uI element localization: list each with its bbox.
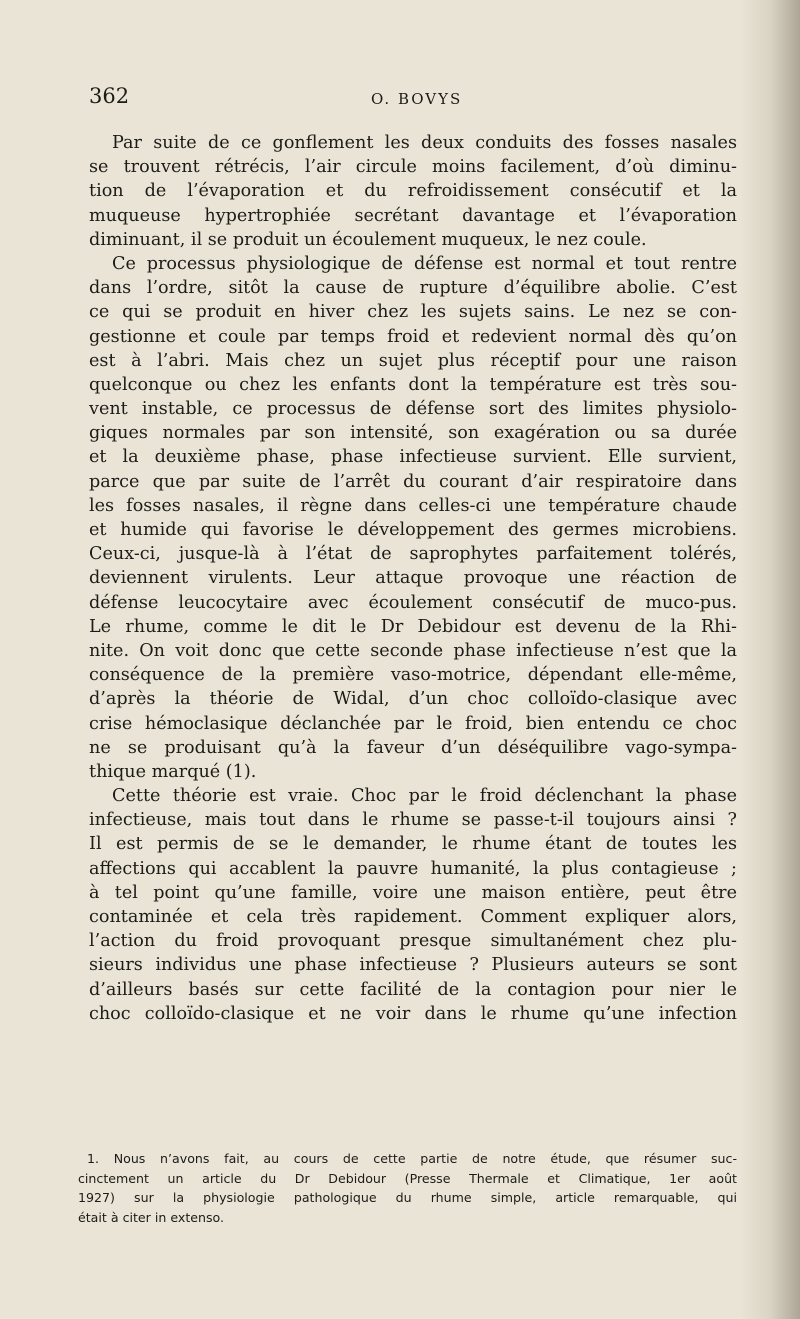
text-line: ne se produisant qu’à la faveur d’un déséquilibre vago-sympa- bbox=[89, 737, 737, 758]
text-line: choc colloïdo-clasique et ne voir dans le rhume qu’une infection bbox=[89, 1003, 737, 1024]
text-line: et la deuxième phase, phase infectieuse survient. Elle survient, bbox=[89, 447, 737, 468]
body-text bbox=[89, 131, 737, 1026]
text-line: contaminée et cela très rapidement. Comment expliquer alors, bbox=[89, 907, 737, 927]
text-line: tion de l’évaporation et du refroidissement consécutif et la bbox=[89, 181, 737, 202]
text-line: conséquence de la première vaso-motrice, dépendant elle-même, bbox=[89, 665, 737, 686]
text-line: sieurs individus une phase infectieuse ? Plusieurs auteurs se sont bbox=[89, 955, 737, 976]
text-line: nite. On voit donc que cette seconde phase infectieuse n’est que la bbox=[89, 640, 737, 661]
text-line: se trouvent rétrécis, l’air circule moins facilement, d’où diminu- bbox=[89, 157, 737, 178]
running-head-author: O. BOVYS bbox=[371, 90, 463, 108]
footnote bbox=[78, 1149, 737, 1227]
text-line: vent instable, ce processus de défense sort des limites physiolo- bbox=[89, 399, 737, 420]
text-line: gestionne et coule par temps froid et redevient normal dès qu’on bbox=[89, 326, 737, 347]
text-line: défense leucocytaire avec écoulement consécutif de muco-pus. bbox=[89, 592, 737, 613]
page-header bbox=[89, 84, 737, 114]
text-line: d’ailleurs basés sur cette facilité de la contagion pour nier le bbox=[89, 979, 737, 1000]
text-line: diminuant, il se produit un écoulement muqueux, le nez coule. bbox=[89, 229, 647, 250]
text-line: muqueuse hypertrophiée secrétant davantage et l’évaporation bbox=[89, 205, 737, 226]
text-line: infectieuse, mais tout dans le rhume se passe-t-il toujours ainsi ? bbox=[89, 810, 737, 831]
text-line: affections qui accablent la pauvre humanité, la plus contagieuse ; bbox=[89, 858, 737, 879]
text-line: crise hémoclasique déclanchée par le froid, bien entendu ce choc bbox=[89, 713, 737, 734]
text-line: Ce processus physiologique de défense est normal et tout rentre bbox=[112, 253, 737, 274]
text-line: et humide qui favorise le développement des germes microbiens. bbox=[89, 520, 737, 540]
text-line: l’action du froid provoquant presque simultanément chez plu- bbox=[89, 931, 737, 952]
text-line: deviennent virulents. Leur attaque provoque une réaction de bbox=[89, 568, 737, 589]
text-line: thique marqué (1). bbox=[89, 761, 257, 782]
text-line: quelconque ou chez les enfants dont la température est très sou- bbox=[89, 374, 737, 395]
text-line: Cette théorie est vraie. Choc par le froid déclenchant la phase bbox=[112, 786, 737, 807]
text-line: les fosses nasales, il règne dans celles-ci une température chaude bbox=[89, 495, 737, 516]
text-line: giques normales par son intensité, son exagération ou sa durée bbox=[89, 423, 737, 444]
text-line: ce qui se produit en hiver chez les sujets sains. Le nez se con- bbox=[89, 302, 737, 323]
page-number: 362 bbox=[89, 84, 130, 108]
text-line: est à l’abri. Mais chez un sujet plus réceptif pour une raison bbox=[89, 350, 737, 371]
text-line: Par suite de ce gonflement les deux conduits des fosses nasales bbox=[112, 133, 737, 153]
text-line: Il est permis de se le demander, le rhume étant de toutes les bbox=[89, 834, 737, 855]
text-line: Le rhume, comme le dit le Dr Debidour est devenu de la Rhi- bbox=[89, 616, 737, 637]
text-line: à tel point qu’une famille, voire une maison entière, peut être bbox=[89, 882, 737, 903]
text-line: dans l’ordre, sitôt la cause de rupture d’équilibre abolie. C’est bbox=[89, 278, 737, 299]
footnote-line: 1. Nous n’avons fait, au cours de cette partie de notre étude, que résumer suc- bbox=[87, 1151, 737, 1166]
text-line: parce que par suite de l’arrêt du courant d’air respiratoire dans bbox=[89, 471, 737, 492]
footnote-line: 1927) sur la physiologie pathologique du rhume simple, article remarquable, qui bbox=[78, 1190, 737, 1206]
footnote-line: était à citer in extenso. bbox=[78, 1209, 225, 1225]
text-line: Ceux-ci, jusque-là à l’état de saprophytes parfaitement tolérés, bbox=[89, 544, 737, 565]
text-line: d’après la théorie de Widal, d’un choc colloïdo-clasique avec bbox=[89, 689, 737, 710]
footnote-line: cinctement un article du Dr Debidour (Presse Thermale et Climatique, 1er août bbox=[78, 1170, 737, 1186]
